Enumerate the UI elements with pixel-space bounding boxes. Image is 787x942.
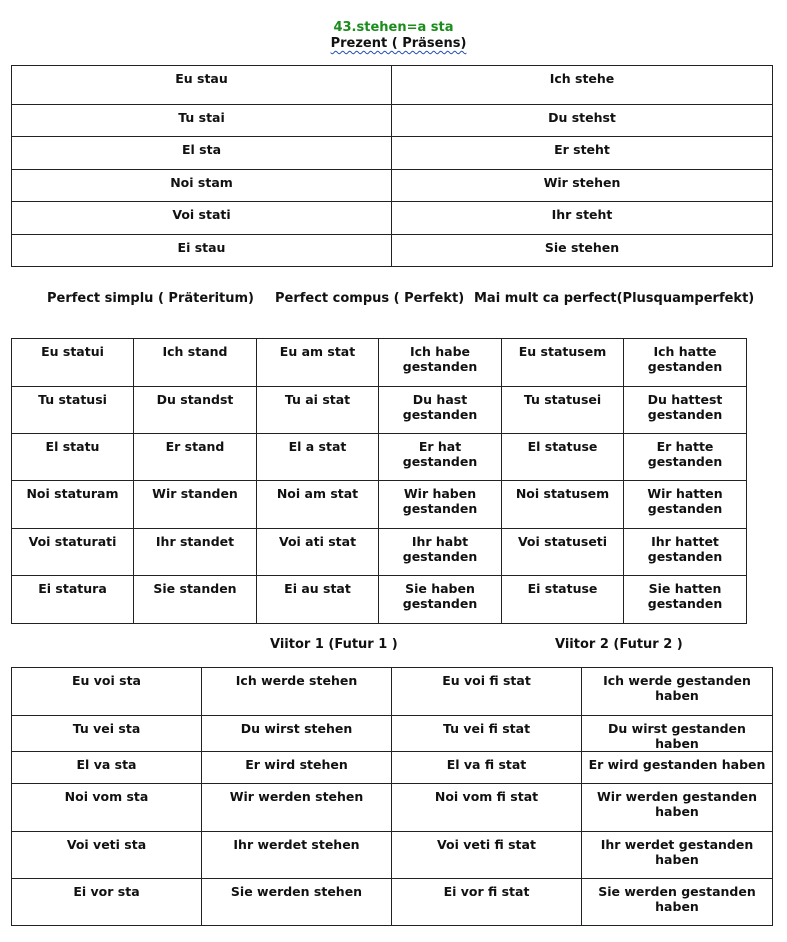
table-cell: Sie standen: [134, 576, 257, 624]
table-cell: Er wird stehen: [202, 752, 392, 784]
table-cell: Wir hatten gestanden: [624, 481, 747, 529]
table-cell: Wir werden gestanden haben: [582, 784, 773, 832]
table-cell: Ei au stat: [257, 576, 379, 624]
future-tenses-table: [11, 667, 773, 926]
table-row: [12, 576, 747, 624]
table-cell: El va sta: [12, 752, 202, 784]
table-cell: Du stehst: [392, 105, 773, 137]
table-cell: Eu stau: [12, 66, 392, 105]
table-cell: El sta: [12, 137, 392, 170]
table-cell: Noi vom sta: [12, 784, 202, 832]
table-cell: Noi staturam: [12, 481, 134, 529]
table-cell: Tu stai: [12, 105, 392, 137]
future1-heading: Viitor 1 (Futur 1 ): [270, 637, 398, 652]
table-row: [12, 879, 773, 926]
table-row: [12, 66, 773, 105]
table-row: [12, 339, 747, 387]
past-tenses-table: [11, 338, 747, 624]
table-row: [12, 137, 773, 170]
table-cell: Du wirst gestanden haben: [582, 716, 773, 752]
table-row: [12, 832, 773, 879]
table-cell: Tu statusei: [502, 387, 624, 434]
table-cell: Sie werden stehen: [202, 879, 392, 926]
table-cell: Voi stati: [12, 202, 392, 235]
table-cell: Tu vei sta: [12, 716, 202, 752]
table-cell: Ei vor fi stat: [392, 879, 582, 926]
table-cell: El va fi stat: [392, 752, 582, 784]
table-cell: Tu ai stat: [257, 387, 379, 434]
table-cell: Noi statusem: [502, 481, 624, 529]
table-cell: Sie haben gestanden: [379, 576, 502, 624]
table-cell: Ich stehe: [392, 66, 773, 105]
table-cell: Noi stam: [12, 170, 392, 202]
table-row: [12, 529, 747, 576]
table-cell: Voi ati stat: [257, 529, 379, 576]
table-cell: Er stand: [134, 434, 257, 481]
table-cell: Ich stand: [134, 339, 257, 387]
table-cell: Ihr habt gestanden: [379, 529, 502, 576]
table-cell: Voi staturati: [12, 529, 134, 576]
table-cell: Ihr standet: [134, 529, 257, 576]
table-row: [12, 387, 747, 434]
table-cell: Wir haben gestanden: [379, 481, 502, 529]
table-row: [12, 668, 773, 716]
table-cell: Eu statusem: [502, 339, 624, 387]
table-cell: Noi vom fi stat: [392, 784, 582, 832]
table-cell: Wir standen: [134, 481, 257, 529]
table-cell: Ihr steht: [392, 202, 773, 235]
table-cell: Ich werde stehen: [202, 668, 392, 716]
present-tense-heading-text: Prezent ( Präsens): [330, 36, 467, 51]
table-cell: Voi statuseti: [502, 529, 624, 576]
table-cell: Eu voi fi stat: [392, 668, 582, 716]
table-cell: Wir werden stehen: [202, 784, 392, 832]
table-cell: Wir stehen: [392, 170, 773, 202]
table-cell: Eu voi sta: [12, 668, 202, 716]
table-cell: Du hast gestanden: [379, 387, 502, 434]
table-cell: Voi veti sta: [12, 832, 202, 879]
table-cell: Ich hatte gestanden: [624, 339, 747, 387]
table-cell: El statu: [12, 434, 134, 481]
table-cell: Sie hatten gestanden: [624, 576, 747, 624]
table-cell: Du hattest gestanden: [624, 387, 747, 434]
table-cell: Sie stehen: [392, 235, 773, 267]
table-row: [12, 235, 773, 267]
preterite-heading: Perfect simplu ( Präteritum): [47, 291, 254, 306]
table-cell: Voi veti fi stat: [392, 832, 582, 879]
table-cell: Sie werden gestanden haben: [582, 879, 773, 926]
table-row: [12, 784, 773, 832]
table-cell: Ihr werdet gestanden haben: [582, 832, 773, 879]
table-cell: Ei statura: [12, 576, 134, 624]
table-cell: Tu statusi: [12, 387, 134, 434]
table-cell: Ich werde gestanden haben: [582, 668, 773, 716]
perfect-heading: Perfect compus ( Perfekt): [275, 291, 465, 306]
table-cell: Ei vor sta: [12, 879, 202, 926]
table-row: [12, 170, 773, 202]
table-cell: Du standst: [134, 387, 257, 434]
table-row: [12, 752, 773, 784]
table-cell: Ihr hattet gestanden: [624, 529, 747, 576]
pluperfect-heading: Mai mult ca perfect(Plusquamperfekt): [474, 291, 755, 306]
page-title: 43.stehen=a sta: [333, 20, 454, 35]
table-cell: Er wird gestanden haben: [582, 752, 773, 784]
table-row: [12, 434, 747, 481]
table-cell: Ich habe gestanden: [379, 339, 502, 387]
table-cell: Er steht: [392, 137, 773, 170]
table-row: [12, 481, 747, 529]
table-cell: Eu statui: [12, 339, 134, 387]
future2-heading: Viitor 2 (Futur 2 ): [555, 637, 683, 652]
table-cell: Noi am stat: [257, 481, 379, 529]
table-cell: El statuse: [502, 434, 624, 481]
table-cell: Er hatte gestanden: [624, 434, 747, 481]
table-cell: Du wirst stehen: [202, 716, 392, 752]
table-cell: Er hat gestanden: [379, 434, 502, 481]
table-cell: Ihr werdet stehen: [202, 832, 392, 879]
present-tense-table: [11, 65, 773, 267]
table-cell: El a stat: [257, 434, 379, 481]
present-tense-heading: [0, 36, 787, 51]
table-row: [12, 202, 773, 235]
table-cell: Ei stau: [12, 235, 392, 267]
table-row: [12, 105, 773, 137]
table-cell: Eu am stat: [257, 339, 379, 387]
table-row: [12, 716, 773, 752]
table-cell: Tu vei fi stat: [392, 716, 582, 752]
table-cell: Ei statuse: [502, 576, 624, 624]
